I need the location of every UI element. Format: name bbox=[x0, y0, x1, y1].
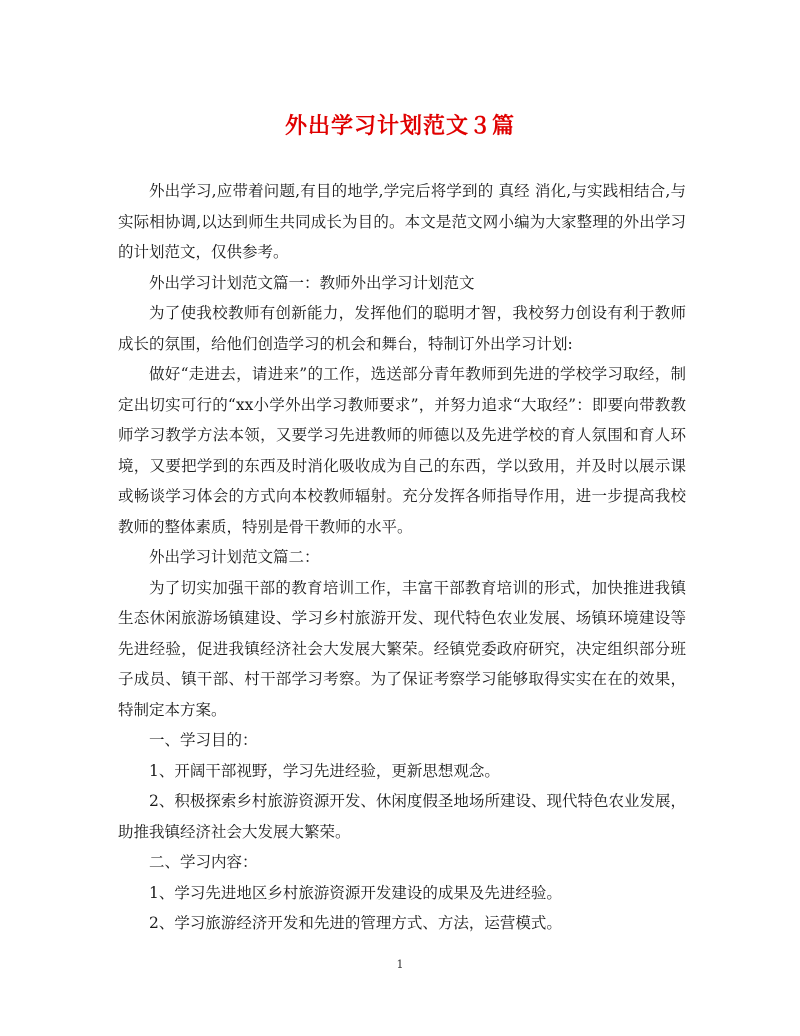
section-heading-1: 外出学习计划范文篇一：教师外出学习计划范文 bbox=[149, 273, 475, 292]
list-item: 2、积极探索乡村旅游资源开发、休闲度假圣地场所建设、现代特色农业发展，助推我镇经济社会大发展大繁荣。 bbox=[118, 792, 686, 841]
section-heading-2: 外出学习计划范文篇二： bbox=[149, 548, 320, 566]
subheading-content: 二、学习内容： bbox=[149, 853, 258, 871]
subheading-goals: 一、学习目的： bbox=[149, 731, 258, 749]
document-title: 外出学习计划范文３篇 bbox=[284, 113, 515, 139]
paragraph: 做好“走进去，请进来”的工作，选送部分青年教师到先进的学校学习取经，制定出切实可行的“xx小学外出学习教师要求”，并努力追求“大取经”：即要向带教教师学习教学方法本领，又要学习先进教师的师德以及先进学校的育人氛围和育人环境，又要把学到的东西及时消化吸收成为自己的东西，学以致用，并及时以展示课或畅谈学习体会的方式向本校教师辐射。充分发挥各师指导作用，进一步提高我校教师的整体素质，特别是骨干教师的水平。 bbox=[118, 365, 686, 536]
list-item: 1、学习先进地区乡村旅游资源开发建设的成果及先进经验。 bbox=[149, 883, 562, 902]
page-number: 1 bbox=[396, 958, 404, 971]
paragraph: 为了切实加强干部的教育培训工作，丰富干部教育培训的形式，加快推进我镇生态休闲旅游场镇建设、学习乡村旅游开发、现代特色农业发展、场镇环境建设等先进经验，促进我镇经济社会大发展大繁荣。经镇党委政府研究，决定组织部分班子成员、镇干部、村干部学习考察。为了保证考察学习能够取得实实在在的效果，特制定本方案。 bbox=[118, 578, 686, 719]
paragraph-intro: 外出学习,应带着问题,有目的地学,学完后将学到的 真经 消化,与实践相结合,与实际相协调,以达到师生共同成长为目的。本文是范文网小编为大家整理的外出学习的计划范文，仅供参考。 bbox=[118, 182, 686, 261]
list-item: 1、开阔干部视野，学习先进经验，更新思想观念。 bbox=[149, 761, 500, 780]
document-body bbox=[118, 176, 686, 939]
list-item: 2、学习旅游经济开发和先进的管理方式、方法，运营模式。 bbox=[149, 914, 562, 932]
paragraph: 为了使我校教师有创新能力，发挥他们的聪明才智，我校努力创设有利于教师成长的氛围，给他们创造学习的机会和舞台，特制订外出学习计划: bbox=[118, 304, 686, 353]
